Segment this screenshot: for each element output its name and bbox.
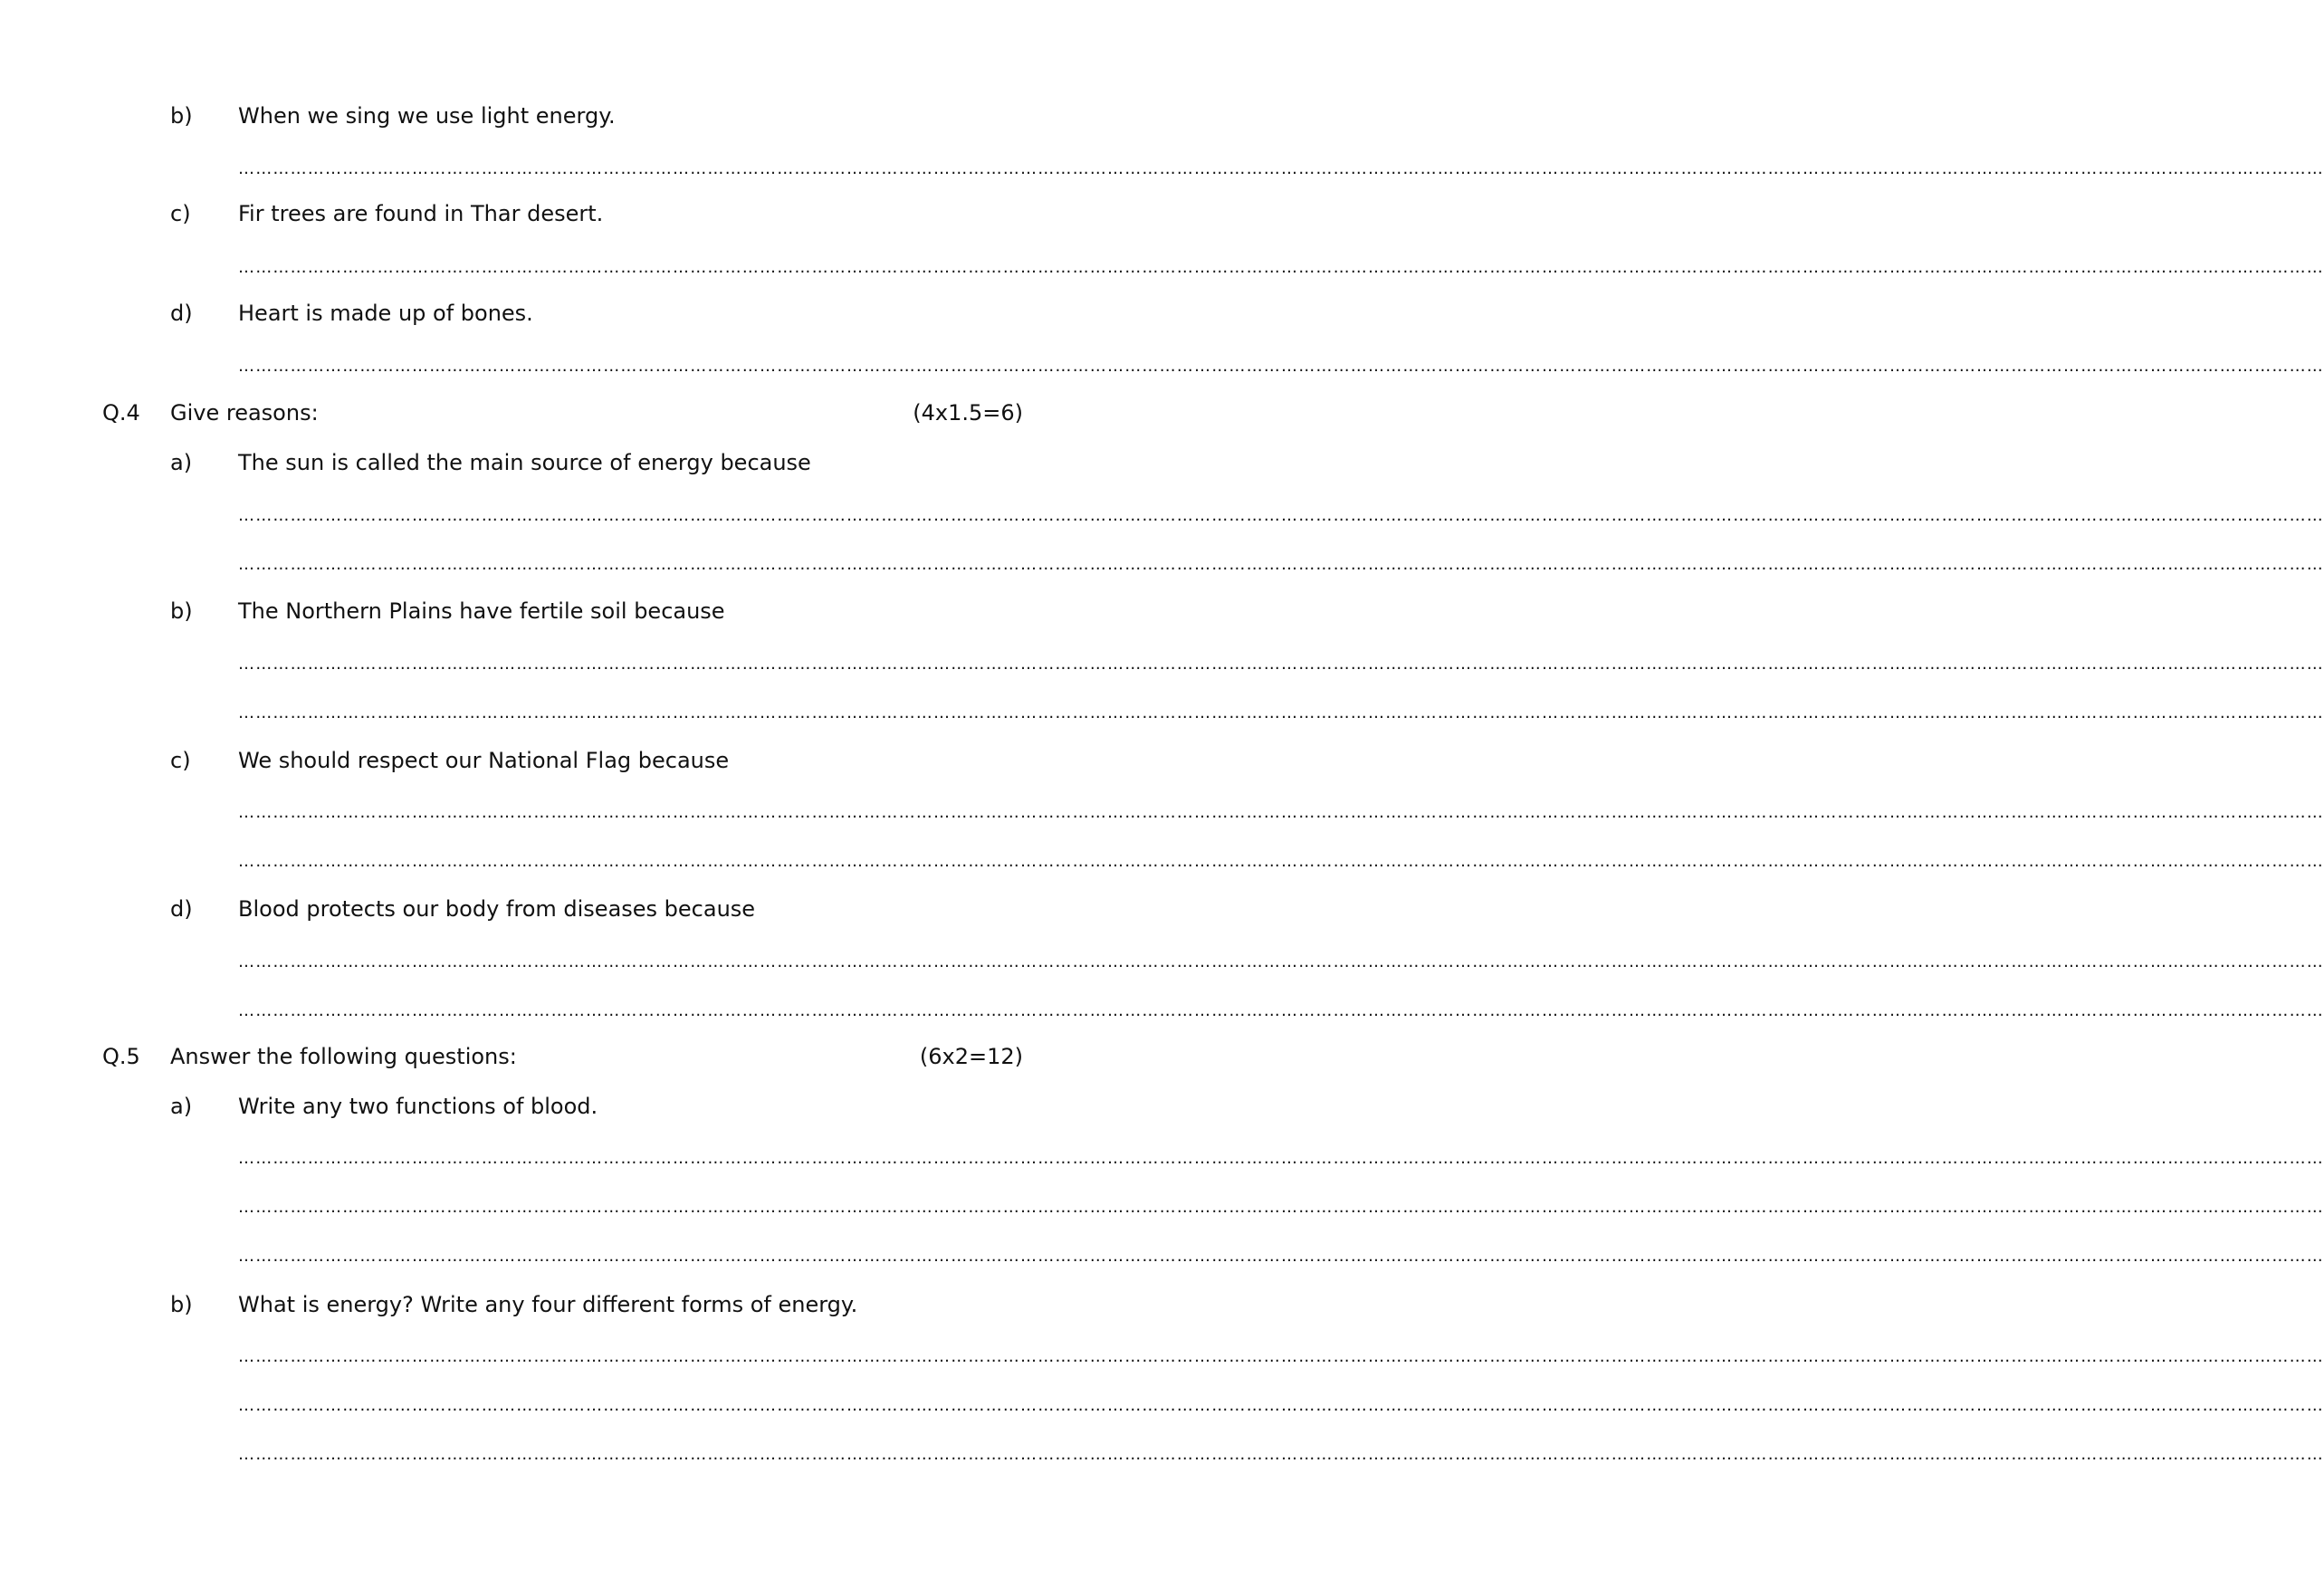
q5-item-b-answer-line[interactable]: ………………………………………………………………………………………………………………………………………………………………………………………………………………………………………………………………………………………………………………………………	[238, 1396, 2324, 1415]
q3-item-c-label: c)	[170, 201, 191, 226]
q4-item-a-answer-line[interactable]: ………………………………………………………………………………………………………………………………………………………………………………………………………………………………………………………………………………………………………………………………	[238, 555, 2324, 574]
q4-item-c-label: c)	[170, 748, 191, 773]
q5-item-a-label: a)	[170, 1094, 193, 1119]
q5-title: Answer the following questions:	[170, 1044, 517, 1069]
q4-item-d-answer-line[interactable]: ………………………………………………………………………………………………………………………………………………………………………………………………………………………………………………………………………………………………………………………………	[238, 1001, 2324, 1020]
q3-item-b-answer-line[interactable]: ………………………………………………………………………………………………………………………………………………………………………………………………………………………………………………………………………………………………………………………………	[238, 159, 2324, 178]
q4-number: Q.4	[102, 400, 140, 426]
q5-number: Q.5	[102, 1044, 140, 1069]
q5-marks: (6x2=12)	[919, 1044, 1023, 1069]
q5-item-a-answer-line[interactable]: ………………………………………………………………………………………………………………………………………………………………………………………………………………………………………………………………………………………………………………………………	[238, 1198, 2324, 1217]
q4-item-a-label: a)	[170, 450, 193, 475]
q3-item-b-label: b)	[170, 103, 193, 129]
q3-item-d-label: d)	[170, 301, 193, 326]
q5-item-b-answer-line[interactable]: ………………………………………………………………………………………………………………………………………………………………………………………………………………………………………………………………………………………………………………………………	[238, 1445, 2324, 1464]
q4-title: Give reasons:	[170, 400, 319, 426]
q4-item-d-answer-line[interactable]: ………………………………………………………………………………………………………………………………………………………………………………………………………………………………………………………………………………………………………………………………	[238, 952, 2324, 971]
q5-item-b-text: What is energy? Write any four different forms of energy.	[238, 1292, 858, 1317]
q4-item-d-label: d)	[170, 896, 193, 922]
q4-item-b-label: b)	[170, 598, 193, 624]
q4-item-c-answer-line[interactable]: ………………………………………………………………………………………………………………………………………………………………………………………………………………………………………………………………………………………………………………………………	[238, 803, 2324, 822]
q3-item-d-text: Heart is made up of bones.	[238, 301, 533, 326]
q4-item-a-text: The sun is called the main source of energy because	[238, 450, 811, 475]
q3-item-b-text: When we sing we use light energy.	[238, 103, 616, 129]
q5-item-a-text: Write any two functions of blood.	[238, 1094, 598, 1119]
q4-item-c-text: We should respect our National Flag because	[238, 748, 730, 773]
q3-item-c-text: Fir trees are found in Thar desert.	[238, 201, 604, 226]
q3-item-c-answer-line[interactable]: ………………………………………………………………………………………………………………………………………………………………………………………………………………………………………………………………………………………………………………………………	[238, 258, 2324, 277]
q4-item-b-answer-line[interactable]: ………………………………………………………………………………………………………………………………………………………………………………………………………………………………………………………………………………………………………………………………	[238, 655, 2324, 674]
q4-item-a-answer-line[interactable]: ………………………………………………………………………………………………………………………………………………………………………………………………………………………………………………………………………………………………………………………………	[238, 506, 2324, 525]
q5-item-b-label: b)	[170, 1292, 193, 1317]
q4-item-c-answer-line[interactable]: ………………………………………………………………………………………………………………………………………………………………………………………………………………………………………………………………………………………………………………………………	[238, 852, 2324, 871]
q5-item-b-answer-line[interactable]: ………………………………………………………………………………………………………………………………………………………………………………………………………………………………………………………………………………………………………………………………	[238, 1347, 2324, 1366]
q5-item-a-answer-line[interactable]: ………………………………………………………………………………………………………………………………………………………………………………………………………………………………………………………………………………………………………………………………	[238, 1247, 2324, 1266]
q4-item-b-answer-line[interactable]: ………………………………………………………………………………………………………………………………………………………………………………………………………………………………………………………………………………………………………………………………	[238, 703, 2324, 722]
q4-item-d-text: Blood protects our body from diseases because	[238, 896, 756, 922]
q3-item-d-answer-line[interactable]: ………………………………………………………………………………………………………………………………………………………………………………………………………………………………………………………………………………………………………………………………	[238, 357, 2324, 376]
q4-item-b-text: The Northern Plains have fertile soil because	[238, 598, 725, 624]
q4-marks: (4x1.5=6)	[913, 400, 1023, 426]
q5-item-a-answer-line[interactable]: ………………………………………………………………………………………………………………………………………………………………………………………………………………………………………………………………………………………………………………………………	[238, 1149, 2324, 1168]
